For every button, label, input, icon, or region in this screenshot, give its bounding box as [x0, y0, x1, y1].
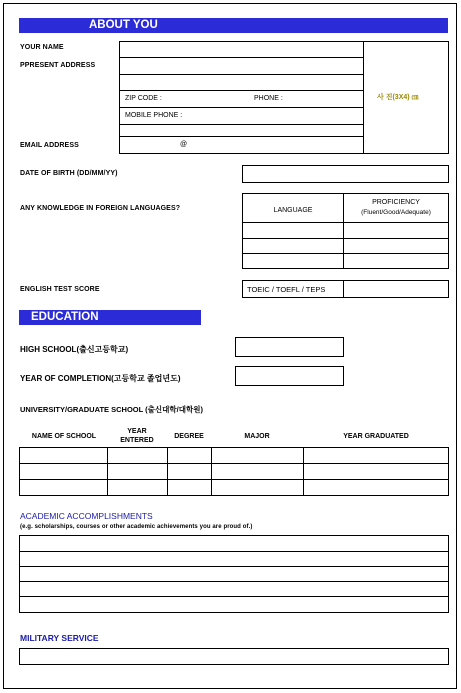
year-entered-cell[interactable] [108, 464, 168, 480]
zip-code-field[interactable] [169, 92, 249, 106]
foreign-languages-label: ANY KNOWLEDGE IN FOREIGN LANGUAGES? [20, 205, 181, 212]
university-label: UNIVERSITY/GRADUATE SCHOOL (출신대학/대학원) [20, 405, 203, 414]
year-of-completion-field[interactable] [235, 366, 344, 386]
your-name-label: YOUR NAME [20, 44, 64, 51]
date-of-birth-field[interactable] [242, 165, 449, 183]
military-service-field[interactable] [19, 648, 449, 665]
accomplishment-line[interactable] [20, 582, 449, 597]
accomplishment-line[interactable] [20, 567, 449, 582]
address-field[interactable] [120, 59, 363, 91]
phone-field[interactable] [289, 92, 363, 106]
address-line-3 [119, 107, 364, 108]
high-school-label: HIGH SCHOOL(출신고등학교) [20, 345, 129, 354]
education-title: EDUCATION [31, 311, 99, 323]
col-year-entered: YEAR ENTERED [120, 428, 154, 444]
date-of-birth-label: DATE OF BIRTH (DD/MM/YY) [20, 170, 118, 177]
academic-accomplishments-title: ACADEMIC ACCOMPLISHMENTS [20, 511, 153, 521]
university-table [19, 447, 449, 496]
phone-label: PHONE : [254, 95, 283, 102]
year-graduated-cell[interactable] [304, 448, 449, 464]
english-test-score-label: ENGLISH TEST SCORE [20, 286, 100, 293]
mobile-phone-field[interactable] [194, 109, 363, 123]
high-school-field[interactable] [235, 337, 344, 357]
proficiency-cell[interactable] [344, 239, 449, 254]
academic-accomplishments-hint: (e.g. scholarships, courses or other academic achievements you are proud of.) [20, 524, 253, 530]
school-name-cell[interactable] [20, 480, 108, 496]
email-address-label: EMAIL ADDRESS [20, 142, 79, 149]
present-address-label: PPRESENT ADDRESS [20, 62, 96, 69]
email-field[interactable] [120, 137, 363, 153]
col-degree: DEGREE [174, 433, 204, 440]
col-major: MAJOR [244, 433, 270, 440]
military-service-title: MILITARY SERVICE [20, 633, 99, 643]
major-cell[interactable] [212, 464, 304, 480]
year-of-completion-label: YEAR OF COMPLETION(고등학교 졸업년도) [20, 374, 181, 383]
year-graduated-cell[interactable] [304, 464, 449, 480]
col-name-of-school: NAME OF SCHOOL [31, 433, 97, 440]
proficiency-cell[interactable] [344, 254, 449, 269]
proficiency-header: PROFICIENCY [372, 199, 420, 206]
address-line-4 [119, 124, 364, 125]
photo-placeholder-label: 사 진(3X4) ㎝ [377, 94, 419, 101]
school-name-cell[interactable] [20, 464, 108, 480]
language-cell[interactable] [243, 223, 344, 239]
degree-cell[interactable] [168, 480, 212, 496]
degree-cell[interactable] [168, 464, 212, 480]
english-test-score-field[interactable] [344, 281, 448, 297]
english-test-types: TOEIC / TOEFL / TEPS [247, 285, 326, 294]
academic-accomplishments-table [19, 535, 449, 613]
school-name-cell[interactable] [20, 448, 108, 464]
photo-area[interactable] [364, 42, 448, 153]
accomplishment-line[interactable] [20, 597, 449, 613]
language-header: LANGUAGE [273, 207, 313, 214]
language-table [242, 193, 449, 269]
degree-cell[interactable] [168, 448, 212, 464]
about-you-title: ABOUT YOU [89, 19, 158, 31]
language-cell[interactable] [243, 239, 344, 254]
application-form [3, 3, 457, 689]
year-entered-cell[interactable] [108, 480, 168, 496]
accomplishment-line[interactable] [20, 536, 449, 552]
language-cell[interactable] [243, 254, 344, 269]
education-banner [19, 310, 201, 325]
accomplishment-line[interactable] [20, 552, 449, 567]
year-entered-cell[interactable] [108, 448, 168, 464]
year-graduated-cell[interactable] [304, 480, 449, 496]
major-cell[interactable] [212, 448, 304, 464]
col-year-graduated: YEAR GRADUATED [343, 433, 409, 440]
about-you-banner [19, 18, 448, 33]
zip-code-label: ZIP CODE : [125, 95, 162, 102]
mobile-phone-label: MOBILE PHONE : [125, 112, 183, 119]
proficiency-cell[interactable] [344, 223, 449, 239]
proficiency-scale: (Fluent/Good/Adequate) [361, 209, 431, 216]
email-at-sign: @ [180, 141, 188, 148]
name-field[interactable] [119, 41, 364, 58]
major-cell[interactable] [212, 480, 304, 496]
